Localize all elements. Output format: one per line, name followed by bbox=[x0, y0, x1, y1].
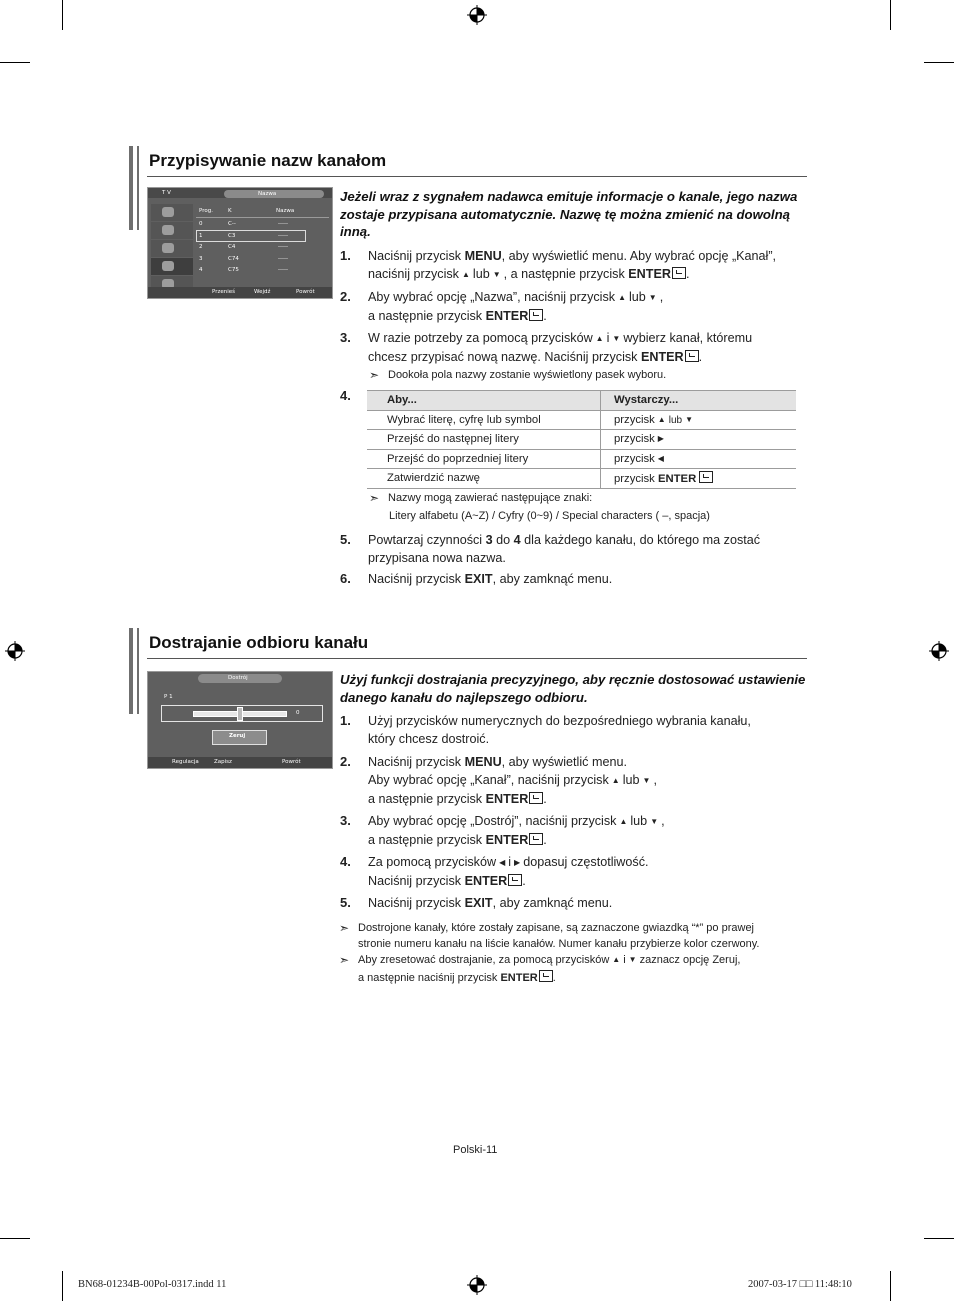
osd-channel-cell: 1 bbox=[199, 232, 203, 239]
osd-channel-cell: C4 bbox=[228, 244, 236, 250]
enter-icon bbox=[672, 267, 686, 279]
enter-icon bbox=[529, 833, 543, 845]
section-marker bbox=[137, 628, 139, 714]
note-arrow-icon: ➣ bbox=[369, 491, 380, 505]
down-arrow-icon: ▼ bbox=[650, 817, 659, 826]
osd-channel-cell: ----- bbox=[278, 255, 288, 262]
osd-side-icon bbox=[151, 240, 193, 257]
right-arrow-icon: ▶ bbox=[514, 858, 521, 867]
table-cell: przycisk ENTER bbox=[601, 469, 797, 489]
table-cell: przycisk ▲ lub ▼ bbox=[601, 410, 797, 430]
registration-mark-icon bbox=[5, 641, 25, 661]
print-footer-right: 2007-03-17 □□ 11:48:10 bbox=[748, 1279, 852, 1290]
osd-channel-cell: C3 bbox=[228, 232, 236, 239]
key-function-table: Aby... Wystarczy... Wybrać literę, cyfrę lub symbol przycisk ▲ lub ▼ Przejść do następnej litery przycisk ▶ Przejść do poprzedniej litery przycisk ◀ Zatwierdzić nazwę przycisk ENTER bbox=[367, 390, 796, 489]
osd-channel-cell: 0 bbox=[199, 221, 203, 227]
up-arrow-icon: ▲ bbox=[657, 414, 666, 424]
enter-icon bbox=[529, 792, 543, 804]
enter-icon bbox=[539, 970, 553, 982]
osd-channel-cell: 2 bbox=[199, 244, 203, 250]
osd-tab-label: Dostrój bbox=[228, 675, 248, 681]
note-arrow-icon: ➣ bbox=[339, 953, 350, 967]
enter-icon bbox=[508, 874, 522, 886]
down-arrow-icon: ▼ bbox=[642, 776, 651, 785]
note-arrow-icon: ➣ bbox=[339, 921, 350, 935]
osd-side-icon bbox=[151, 204, 193, 221]
osd-channel-cell: C74 bbox=[228, 255, 239, 262]
up-arrow-icon: ▲ bbox=[618, 293, 626, 302]
osd-side-icon bbox=[151, 222, 193, 239]
down-arrow-icon: ▼ bbox=[628, 955, 637, 964]
osd-channel-cell: 3 bbox=[199, 255, 203, 262]
osd-program-label: P 1 bbox=[164, 694, 173, 700]
section-intro: Użyj funkcji dostrajania precyzyjnego, aby ręcznie dostosować ustawienie danego kanału do najlepszego odbioru. bbox=[340, 672, 806, 705]
table-cell: Przejść do następnej litery bbox=[367, 430, 601, 450]
enter-icon bbox=[699, 471, 713, 483]
up-arrow-icon: ▲ bbox=[612, 955, 621, 964]
section-marker bbox=[137, 146, 139, 230]
print-footer-left: BN68-01234B-00Pol-0317.indd 11 bbox=[78, 1279, 227, 1290]
osd-side-icon bbox=[151, 258, 193, 275]
enter-icon bbox=[685, 350, 699, 362]
osd-fine-tune-screen: Dostrój P 1 0 Zeruj Regulacja Zapisz Powrót bbox=[147, 671, 333, 769]
osd-tab-label: Nazwa bbox=[258, 191, 277, 197]
crop-mark bbox=[62, 0, 63, 30]
fine-tune-value: 0 bbox=[296, 710, 300, 716]
section-rule bbox=[147, 176, 807, 177]
osd-channel-cell: C75 bbox=[228, 267, 239, 273]
crop-mark bbox=[924, 62, 954, 63]
osd-selection-box bbox=[196, 230, 306, 242]
osd-channel-cell: ----- bbox=[278, 244, 288, 250]
note-detail: Litery alfabetu (A~Z) / Cyfry (0~9) / Special characters ( –, spacja) bbox=[389, 510, 710, 522]
table-cell: Zatwierdzić nazwę bbox=[367, 469, 601, 489]
table-cell: Wybrać literę, cyfrę lub symbol bbox=[367, 410, 601, 430]
osd-channel-cell: ----- bbox=[278, 267, 288, 273]
page-number: Polski-11 bbox=[453, 1144, 498, 1156]
enter-icon bbox=[529, 309, 543, 321]
up-arrow-icon: ▲ bbox=[595, 334, 604, 343]
left-arrow-icon: ◀ bbox=[499, 858, 506, 867]
table-cell: Przejść do poprzedniej litery bbox=[367, 449, 601, 469]
registration-mark-icon bbox=[467, 5, 487, 25]
crop-mark bbox=[62, 1271, 63, 1301]
osd-tv-label: T V bbox=[162, 190, 171, 196]
down-arrow-icon: ▼ bbox=[685, 414, 693, 424]
section-rule bbox=[147, 658, 807, 659]
down-arrow-icon: ▼ bbox=[648, 293, 657, 302]
crop-mark bbox=[0, 1238, 30, 1239]
section-title: Przypisywanie nazw kanałom bbox=[149, 151, 387, 170]
crop-mark bbox=[0, 62, 30, 63]
right-arrow-icon: ▶ bbox=[657, 434, 664, 444]
section-intro: Jeżeli wraz z sygnałem nadawca emituje informacje o kanale, jego nazwa zostaje przypisana automatycznie. Nazwę tę można zmienić na dowolną inną. bbox=[340, 189, 798, 239]
note-arrow-icon: ➣ bbox=[369, 368, 380, 382]
section-marker bbox=[129, 146, 133, 230]
crop-mark bbox=[890, 0, 891, 30]
left-arrow-icon: ◀ bbox=[657, 453, 664, 463]
note-detail: a następnie naciśnij przycisk ENTER . bbox=[358, 972, 556, 984]
note-detail: stronie numeru kanału na liście kanałów. Numer kanału przybierze kolor czerwony. bbox=[358, 938, 760, 950]
section-title: Dostrajanie odbioru kanału bbox=[149, 633, 369, 652]
fine-tune-slider-knob bbox=[237, 707, 243, 721]
registration-mark-icon bbox=[929, 641, 949, 661]
crop-mark bbox=[924, 1238, 954, 1239]
table-cell: przycisk ▶ bbox=[601, 430, 797, 450]
osd-channel-cell: C-- bbox=[228, 221, 236, 227]
table-cell: przycisk ◀ bbox=[601, 449, 797, 469]
crop-mark bbox=[890, 1271, 891, 1301]
registration-mark-icon bbox=[467, 1275, 487, 1295]
section-marker bbox=[129, 628, 133, 714]
up-arrow-icon: ▲ bbox=[461, 270, 470, 279]
down-arrow-icon: ▼ bbox=[492, 270, 501, 279]
up-arrow-icon: ▲ bbox=[619, 817, 628, 826]
osd-channel-cell: 4 bbox=[199, 267, 203, 273]
down-arrow-icon: ▼ bbox=[612, 334, 621, 343]
osd-channel-cell: ----- bbox=[278, 232, 288, 239]
up-arrow-icon: ▲ bbox=[611, 776, 620, 785]
osd-channel-cell: ----- bbox=[278, 221, 288, 227]
osd-channel-name-screen: T V Nazwa Prog. K Nazwa 0 C-- ----- 1 C3 ----- 2 C4 ----- 3 C74 ----- 4 C75 ----- Przenieś Wejdź Powrót bbox=[147, 187, 333, 299]
